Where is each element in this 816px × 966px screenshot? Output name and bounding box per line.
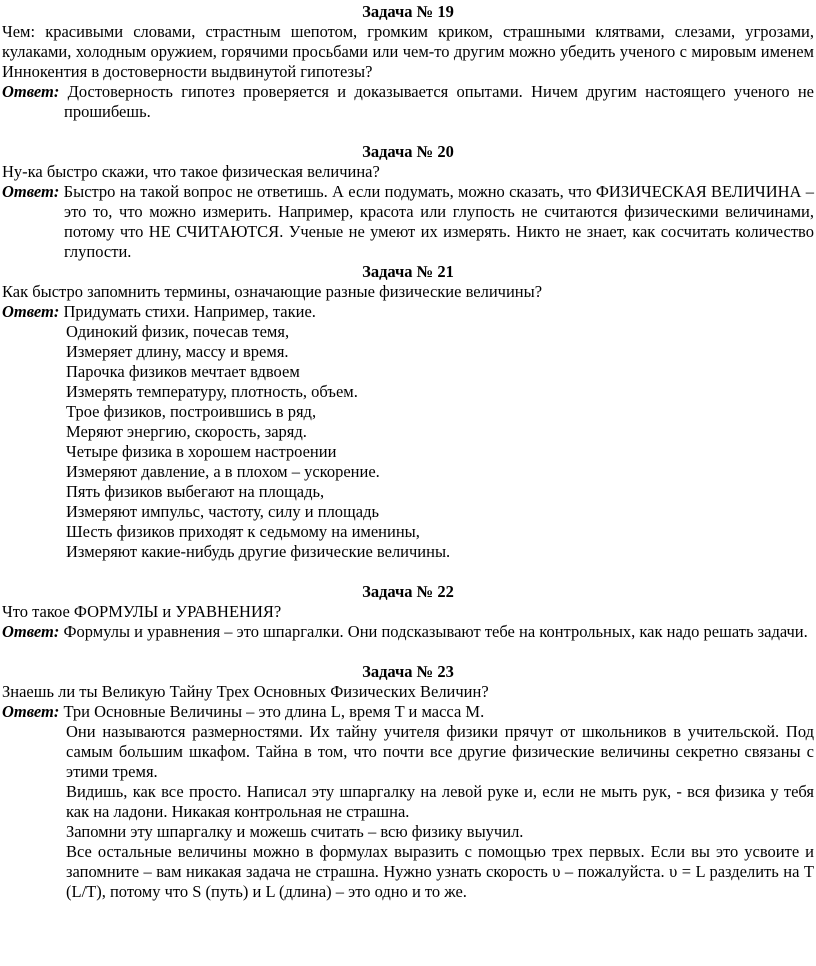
task-answer <box>2 622 814 642</box>
spacer <box>2 562 814 582</box>
verse-line: Трое физиков, построившись в ряд, <box>66 402 317 421</box>
verse-line: Измеряют импульс, частоту, силу и площадь <box>66 502 380 521</box>
task-answer <box>2 302 814 322</box>
task-title: Задача № 22 <box>362 582 454 601</box>
verse-line: Одинокий физик, почесав темя, <box>66 322 290 341</box>
verse-line: Парочка физиков мечтает вдвоем <box>66 362 300 381</box>
answer-paragraph: Видишь, как все просто. Написал эту шпаргалку на левой руке и, если не мыть рук, - вся физика у тебя как на ладони. Никакая контрольная не страшна. <box>66 782 814 821</box>
verse-block <box>2 322 814 562</box>
verse-line: Четыре физика в хорошем настроении <box>66 442 337 461</box>
answer-paragraph: Все остальные величины можно в формулах выразить с помощью трех первых. Если вы это усвоите и запомните – вам никакая задача не страшна. Нужно узнать скорость υ – пожалуйста. υ = L разделить на T (L/T), потому что S (путь) и L (длина) – это одно и то же. <box>66 842 814 901</box>
task-23 <box>2 662 814 902</box>
task-21 <box>2 262 814 562</box>
task-title: Задача № 19 <box>362 2 454 21</box>
task-title: Задача № 23 <box>362 662 454 681</box>
task-answer <box>2 82 814 122</box>
answer-text: Быстро на такой вопрос не ответишь. А если подумать, можно сказать, что ФИЗИЧЕСКАЯ ВЕЛИЧИНА – это то, что можно измерить. Например, красота или глупость не считаются физическими величинами, потому что НЕ СЧИТАЮТСЯ. Ученые не умеют их измерять. Никто не знает, как сосчитать количество глупости. <box>63 182 814 261</box>
verse-line: Шесть физиков приходят к седьмому на именины, <box>66 522 420 541</box>
answer-label: Ответ: <box>2 702 60 721</box>
answer-label: Ответ: <box>2 622 60 641</box>
task-title: Задача № 20 <box>362 142 454 161</box>
verse-line: Измеряют какие-нибудь другие физические величины. <box>66 542 451 561</box>
verse-line: Пять физиков выбегают на площадь, <box>66 482 325 501</box>
answer-text: Формулы и уравнения – это шпаргалки. Они подсказывают тебе на контрольных, как надо решать задачи. <box>63 622 808 641</box>
task-question: Что такое ФОРМУЛЫ и УРАВНЕНИЯ? <box>2 602 282 621</box>
task-20 <box>2 142 814 262</box>
spacer <box>2 122 814 142</box>
answer-paragraph: Они называются размерностями. Их тайну учителя физики прячут от школьников в учительской. Под самым большим шкафом. Тайна в том, что почти все другие физические величины секретно связаны с этими тремя. <box>66 722 814 781</box>
verse-line: Измеряет длину, массу и время. <box>66 342 289 361</box>
answer-text: Придумать стихи. Например, такие. <box>63 302 316 321</box>
task-answer <box>2 182 814 262</box>
task-question: Чем: красивыми словами, страстным шепотом, громким криком, страшными клятвами, слезами, угрозами, кулаками, холодным оружием, горячими просьбами или чем-то другим можно убедить ученого с мировым именем Иннокентия в достоверности выдвинутой гипотезы? <box>2 22 814 81</box>
spacer <box>2 642 814 662</box>
task-question: Знаешь ли ты Великую Тайну Трех Основных Физических Величин? <box>2 682 489 701</box>
verse-line: Измерять температуру, плотность, объем. <box>66 382 358 401</box>
answer-label: Ответ: <box>2 182 60 201</box>
answer-label: Ответ: <box>2 82 60 101</box>
answer-label: Ответ: <box>2 302 60 321</box>
answer-text: Три Основные Величины – это длина L, время T и масса M. <box>63 702 485 721</box>
task-title: Задача № 21 <box>362 262 454 281</box>
verse-line: Меряют энергию, скорость, заряд. <box>66 422 307 441</box>
task-question: Как быстро запомнить термины, означающие разные физические величины? <box>2 282 543 301</box>
answer-paragraph: Запомни эту шпаргалку и можешь считать – всю физику выучил. <box>66 822 524 841</box>
task-22 <box>2 582 814 642</box>
task-answer <box>2 702 814 722</box>
task-19 <box>2 2 814 122</box>
task-question: Ну-ка быстро скажи, что такое физическая величина? <box>2 162 380 181</box>
answer-text: Достоверность гипотез проверяется и доказывается опытами. Ничем другим настоящего ученого не прошибешь. <box>64 82 814 121</box>
verse-line: Измеряют давление, а в плохом – ускорение. <box>66 462 380 481</box>
